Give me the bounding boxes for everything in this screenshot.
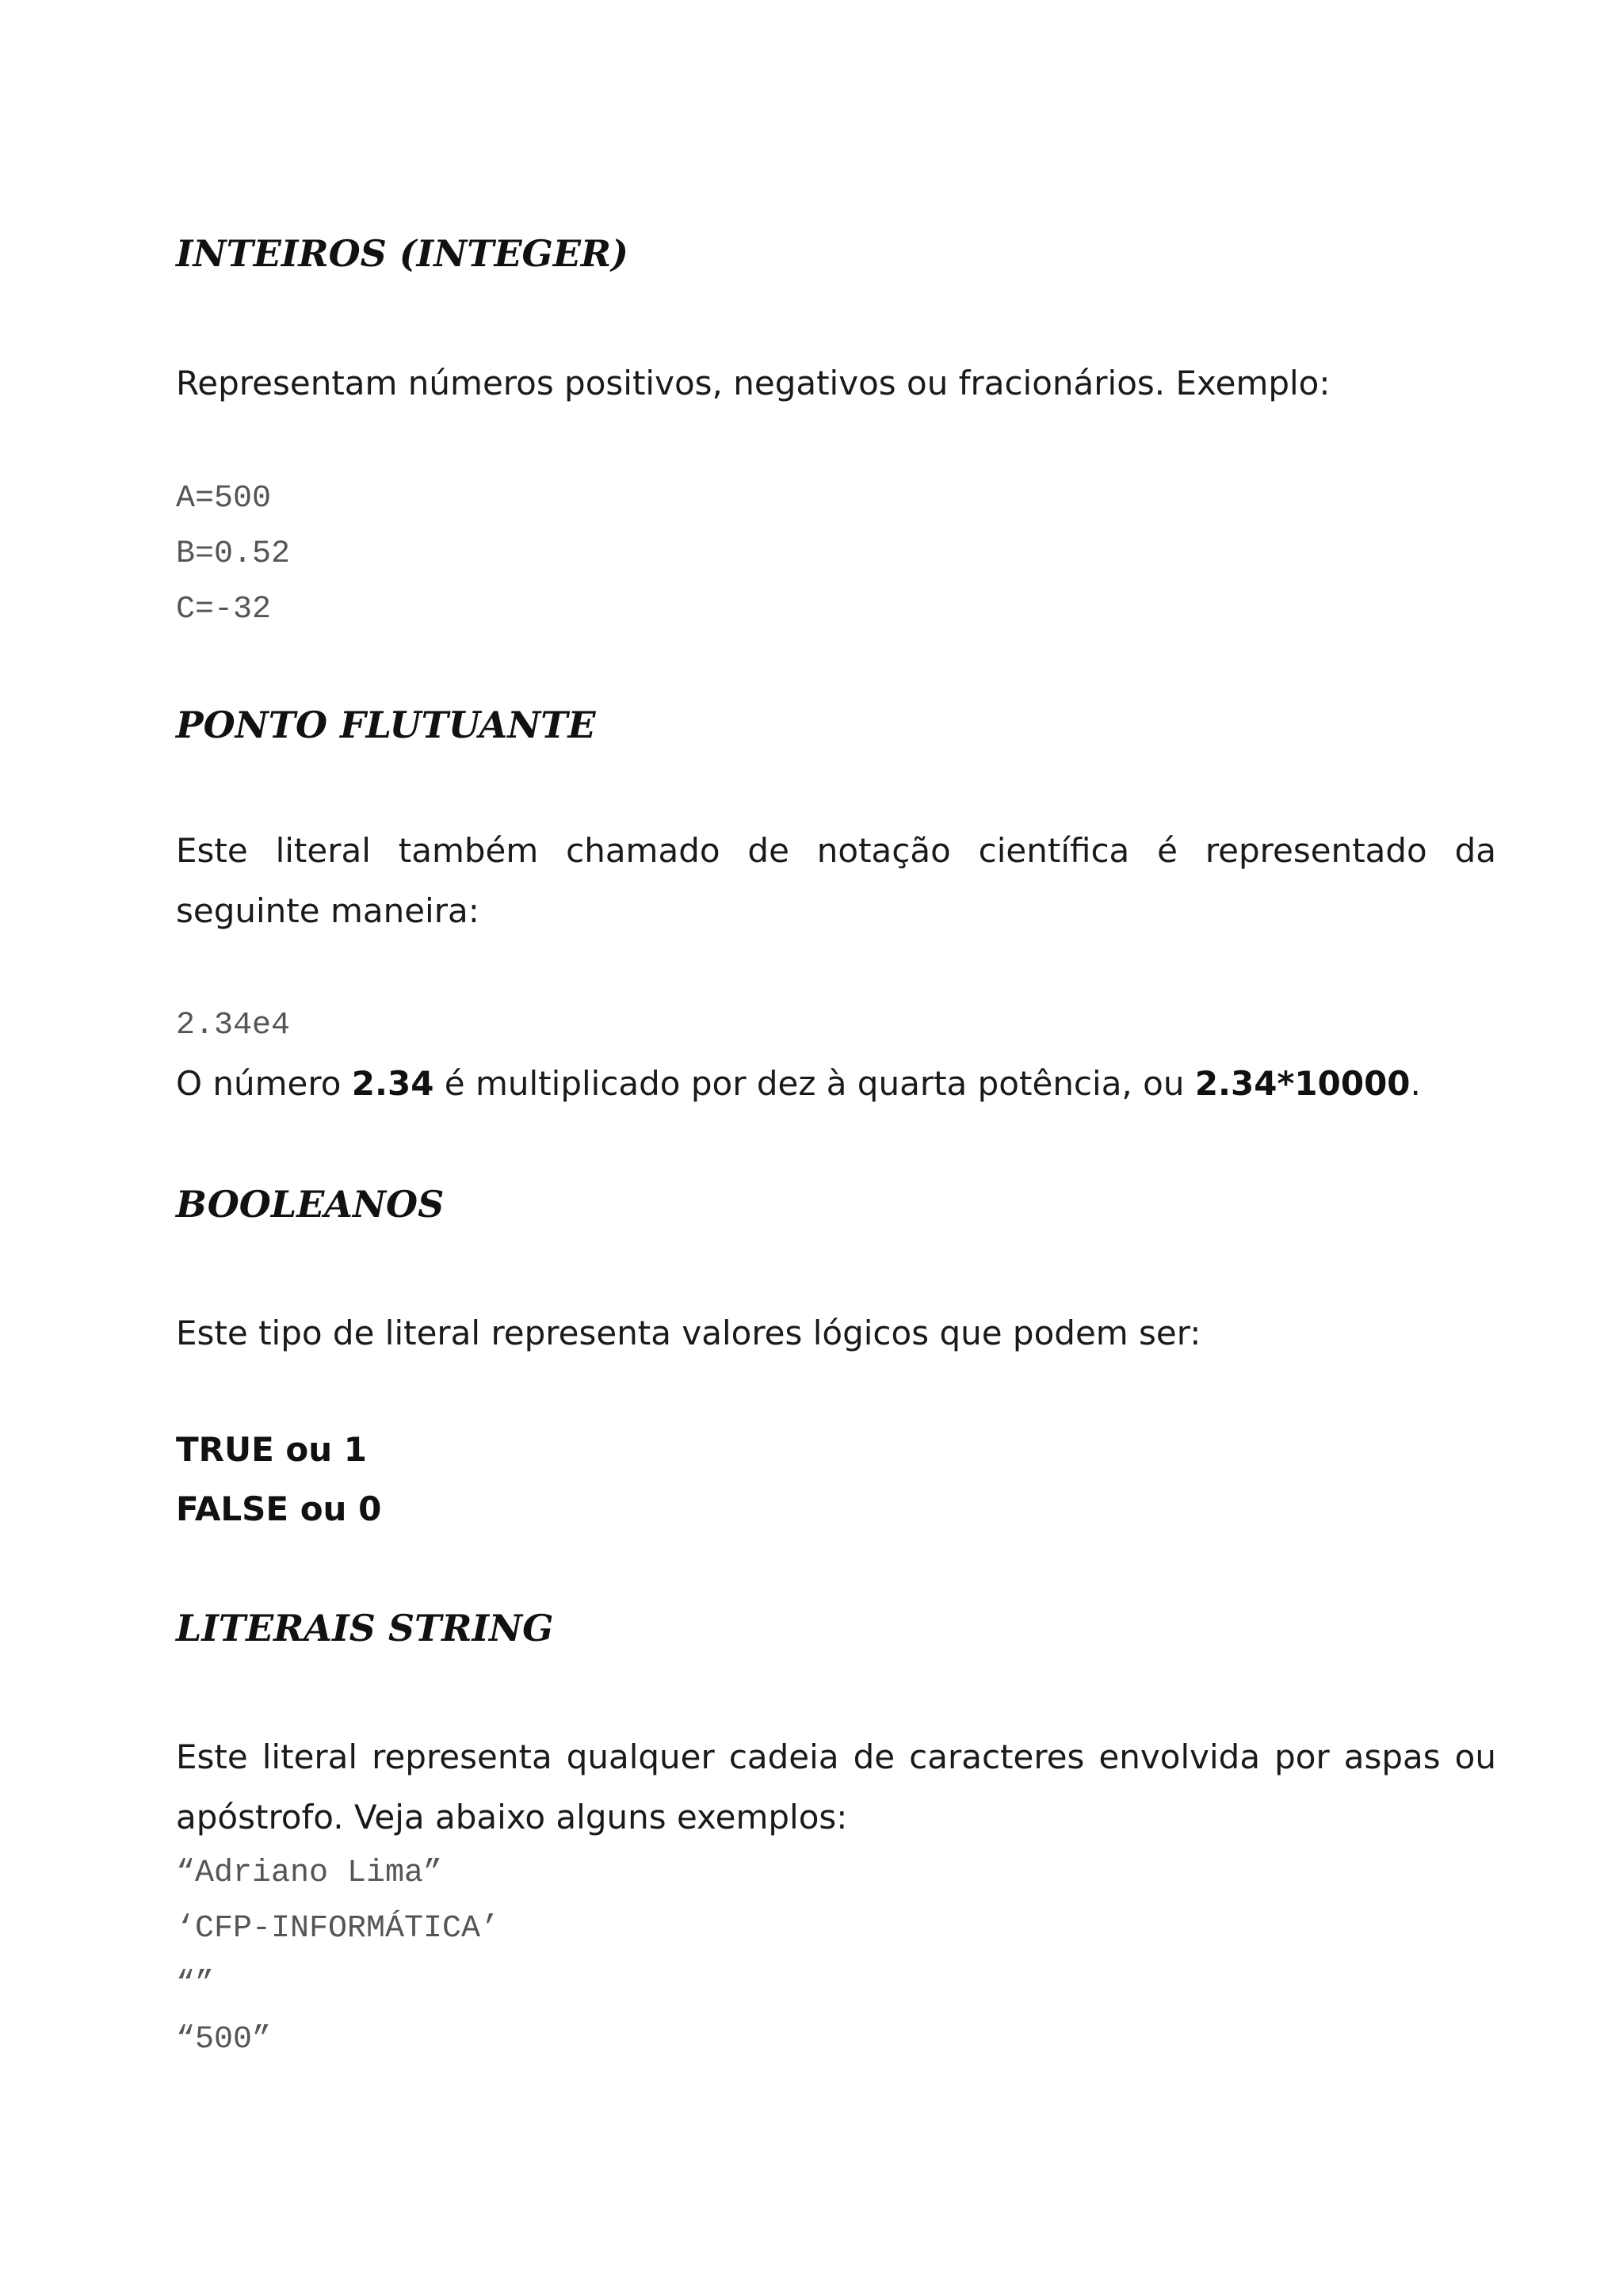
string-example-4: “500” [176, 2022, 272, 2058]
heading-float: PONTO FLUTUANTE [176, 704, 596, 746]
string-example-1: “Adriano Lima” [176, 1855, 443, 1891]
integer-example-b: B=0.52 [176, 536, 291, 572]
integer-example-a: A=500 [176, 481, 272, 517]
document-page [176, 0, 1496, 2296]
integer-example-c: C=-32 [176, 592, 272, 627]
float-explanation: O número 2.34 é multiplicado por dez à quarta potência, ou 2.34*10000. [176, 1064, 1421, 1103]
boolean-description: Este tipo de literal representa valores lógicos que podem ser: [176, 1314, 1201, 1352]
heading-integer: INTEIROS (INTEGER) [176, 232, 628, 275]
bold-value-product: 2.34*10000 [1194, 1064, 1411, 1103]
float-example: 2.34e4 [176, 1008, 291, 1043]
string-description: Este literal representa qualquer cadeia de caracteres envolvida por aspas ou apóstrofo. Veja abaixo alguns exemplos: [176, 1737, 1496, 1836]
heading-string: LITERAIS STRING [176, 1607, 554, 1650]
string-example-2: ‘CFP-INFORMÁTICA’ [176, 1911, 500, 1947]
heading-boolean: BOOLEANOS [176, 1183, 445, 1226]
boolean-true: TRUE ou 1 [176, 1430, 368, 1469]
string-example-3: “” [176, 1966, 215, 2002]
integer-description: Representam números positivos, negativos ou fracionários. Exemplo: [176, 364, 1331, 402]
bold-value-2-34: 2.34 [351, 1064, 434, 1103]
float-description: Este literal também chamado de notação científica é representado da seguinte maneira: [176, 831, 1496, 930]
boolean-false: FALSE ou 0 [176, 1489, 382, 1528]
